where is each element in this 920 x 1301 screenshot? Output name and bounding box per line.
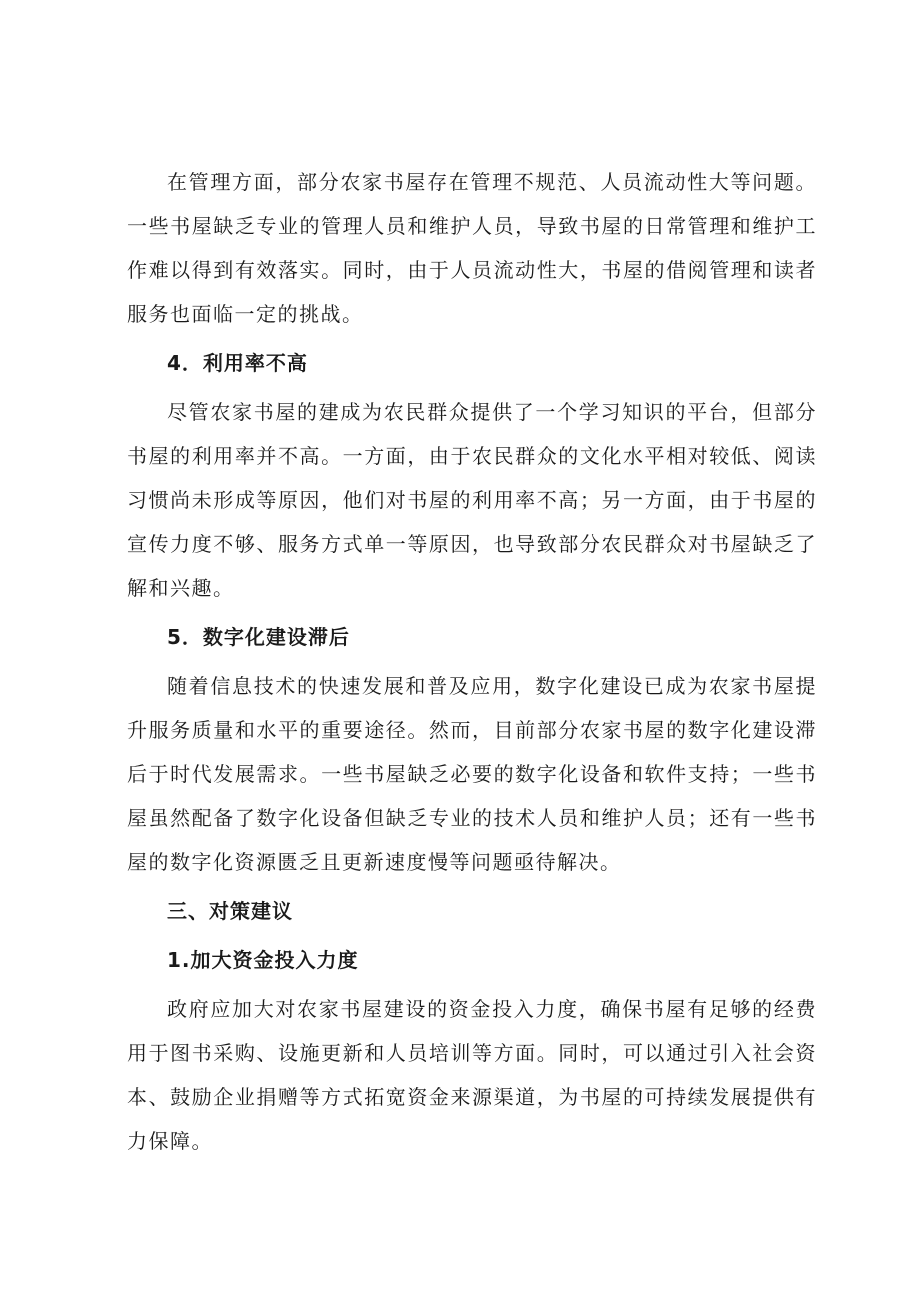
paragraph-low-utilization: 尽管农家书屋的建成为农民群众提供了一个学习知识的平台，但部分书屋的利用率并不高。一方面，由于农民群众的文化水平相对较低、阅读习惯尚未形成等原因，他们对书屋的利用率不高；另一方面，由于书屋的宣传力度不够、服务方式单一等原因，也导致部分农民群众对书屋缺乏了解和兴趣。 bbox=[127, 400, 817, 600]
heading-countermeasures: 三、对策建议 bbox=[167, 899, 293, 923]
paragraph-digitalization-lag: 随着信息技术的快速发展和普及应用，数字化建设已成为农家书屋提升服务质量和水平的重要途径。然而，目前部分农家书屋的数字化建设滞后于时代发展需求。一些书屋缺乏必要的数字化设备和软件支持；一些书屋虽然配备了数字化设备但缺乏专业的技术人员和维护人员；还有一些书屋的数字化资源匮乏且更新速度慢等问题亟待解决。 bbox=[127, 674, 817, 874]
heading-digitalization-lag: 5．数字化建设滞后 bbox=[167, 625, 350, 649]
document-body bbox=[127, 160, 817, 1163]
heading-low-utilization: 4．利用率不高 bbox=[167, 351, 308, 375]
heading-increase-funding: 1.加大资金投入力度 bbox=[167, 948, 359, 972]
paragraph-management-issues: 在管理方面，部分农家书屋存在管理不规范、人员流动性大等问题。一些书屋缺乏专业的管理人员和维护人员，导致书屋的日常管理和维护工作难以得到有效落实。同时，由于人员流动性大，书屋的借阅管理和读者服务也面临一定的挑战。 bbox=[127, 170, 817, 326]
paragraph-increase-funding: 政府应加大对农家书屋建设的资金投入力度，确保书屋有足够的经费用于图书采购、设施更新和人员培训等方面。同时，可以通过引入社会资本、鼓励企业捐赠等方式拓宽资金来源渠道，为书屋的可持续发展提供有力保障。 bbox=[127, 997, 817, 1153]
